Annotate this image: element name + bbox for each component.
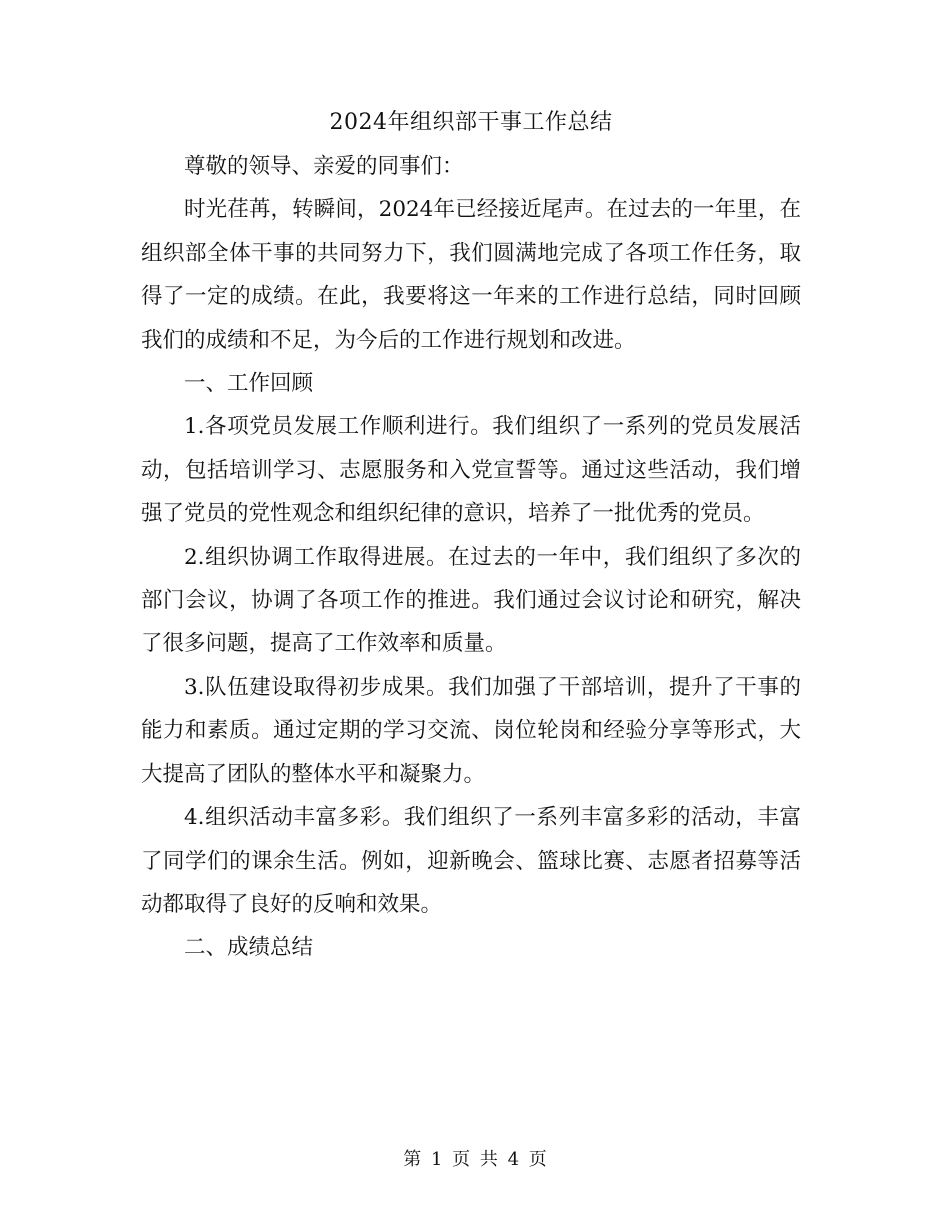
document-title: 2024年组织部干事工作总结 [329,110,613,135]
review-item-1: 1.各项党员发展工作顺利进行。我们组织了一系列的党员发展活动，包括培训学习、志愿服务和入党宣誓等。通过这些活动，我们增强了党员的党性观念和组织纪律的意识，培养了一批优秀的党员。 [141,414,801,527]
section-heading-achievements: 二、成绩总结 [184,935,314,961]
section-heading-work-review: 一、工作回顾 [184,371,314,397]
greeting-paragraph: 尊敬的领导、亲爱的同事们： [184,154,464,179]
review-item-4: 4.组织活动丰富多彩。我们组织了一系列丰富多彩的活动，丰富了同学们的课余生活。例如，迎新晚会、篮球比赛、志愿者招募等活动都取得了良好的反响和效果。 [141,805,801,917]
page-number-footer: 第 1 页 共 4 页 [403,1149,547,1170]
review-item-3: 3.队伍建设取得初步成果。我们加强了干部培训，提升了干事的能力和素质。通过定期的学习交流、岗位轮岗和经验分享等形式，大大提高了团队的整体水平和凝聚力。 [141,674,801,787]
document-body [141,101,801,970]
intro-paragraph: 时光荏苒，转瞬间，2024年已经接近尾声。在过去的一年里，在组织部全体干事的共同努力下，我们圆满地完成了各项工作任务，取得了一定的成绩。在此，我要将这一年来的工作进行总结，同时回顾我们的成绩和不足，为今后的工作进行规划和改进。 [141,197,801,353]
review-item-2: 2.组织协调工作取得进展。在过去的一年中，我们组织了多次的部门会议，协调了各项工作的推进。我们通过会议讨论和研究，解决了很多问题，提高了工作效率和质量。 [141,544,801,657]
